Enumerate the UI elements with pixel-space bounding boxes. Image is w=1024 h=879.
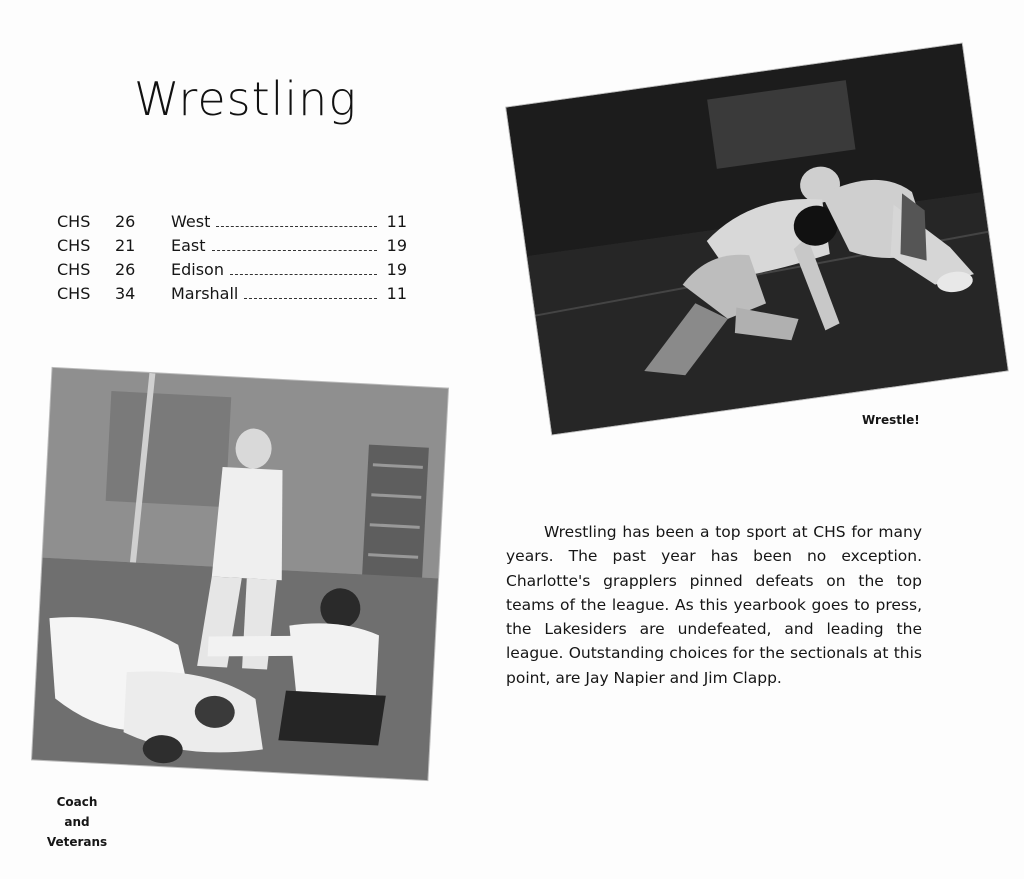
opponent-points: 19 <box>386 236 407 255</box>
school-name: CHS <box>57 260 91 279</box>
coach-caption-line: Coach <box>56 795 98 809</box>
coach-photo-illustration <box>32 368 448 780</box>
score-row <box>57 212 407 236</box>
dotted-leader <box>212 250 377 251</box>
score-row <box>57 284 407 308</box>
opponent-points: 11 <box>386 284 407 303</box>
opponent-name: West <box>171 212 211 231</box>
wrestle-photo <box>506 44 1007 435</box>
school-name: CHS <box>57 236 91 255</box>
school-name: CHS <box>57 212 91 231</box>
opponent-points: 19 <box>386 260 407 279</box>
wrestle-photo-illustration <box>506 44 1007 435</box>
coach-photo <box>32 368 448 780</box>
dotted-leader <box>244 298 377 299</box>
opponent-name: Marshall <box>171 284 239 303</box>
score-list <box>57 212 407 308</box>
school-points: 21 <box>115 236 136 255</box>
dotted-leader <box>230 274 377 275</box>
dotted-leader <box>216 226 377 227</box>
score-row <box>57 236 407 260</box>
wrestle-caption: Wrestle! <box>862 413 920 427</box>
opponent-name: Edison <box>171 260 224 279</box>
page-title: Wrestling <box>134 72 357 126</box>
school-points: 34 <box>115 284 136 303</box>
score-row <box>57 260 407 284</box>
coach-caption-line: and <box>64 815 90 829</box>
school-name: CHS <box>57 284 91 303</box>
body-paragraph: Wrestling has been a top sport at CHS for many years. The past year has been no exception. Charlotte's grapplers pinned defeats on the top teams of the league. As this yearbook goes to press, the Lakesiders are undefeated, and leading the league. Outstanding choices for the sectionals at this point, are Jay Napier and Jim Clapp. <box>506 523 922 687</box>
coach-caption <box>40 792 114 852</box>
opponent-name: East <box>171 236 206 255</box>
school-points: 26 <box>115 212 136 231</box>
coach-caption-line: Veterans <box>46 835 108 849</box>
school-points: 26 <box>115 260 136 279</box>
opponent-points: 11 <box>386 212 407 231</box>
